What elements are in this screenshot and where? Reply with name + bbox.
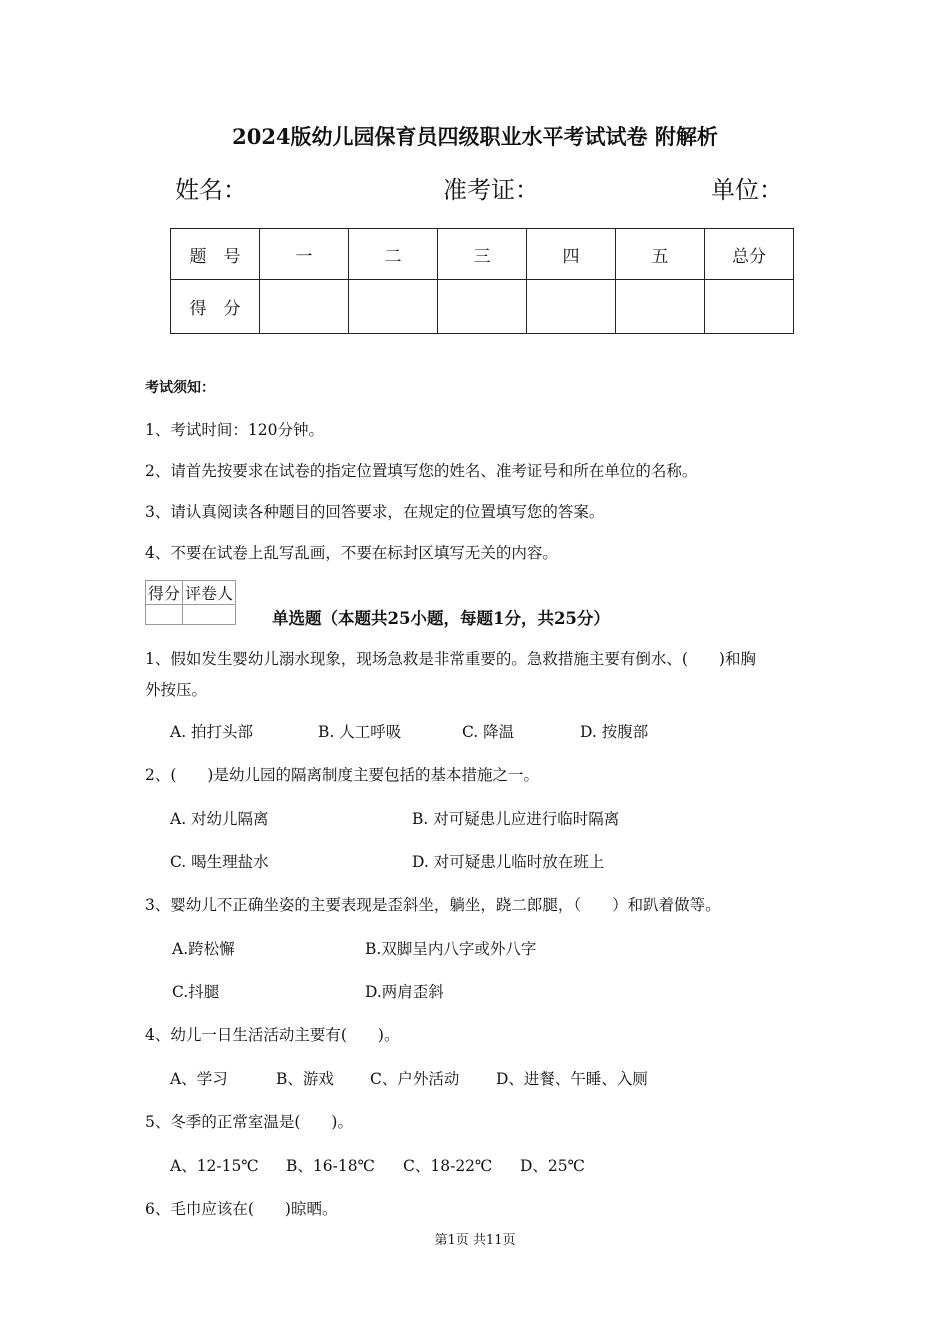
question-6-stem: 6、毛巾应该在( )晾晒。 (145, 1200, 338, 1218)
notice-item-3: 3、请认真阅读各种题目的回答要求，在规定的位置填写您的答案。 (145, 503, 605, 521)
exam-title: 2024版幼儿园保育员四级职业水平考试试卷 附解析 (232, 124, 718, 149)
grader-box-grader-cell[interactable] (183, 605, 236, 625)
grader-box-grader-label: 评卷人 (183, 581, 236, 605)
header-cell-3: 三 (438, 229, 527, 280)
score-table-score-row (171, 280, 794, 334)
question-5-stem: 5、冬季的正常室温是( )。 (145, 1113, 353, 1131)
score-cell-4[interactable] (527, 280, 616, 334)
q3-option-a[interactable]: A.跨松懈 (172, 940, 235, 958)
score-cell-3[interactable] (438, 280, 527, 334)
score-cell-total[interactable] (705, 280, 794, 334)
question-3-stem: 3、婴幼儿不正确坐姿的主要表现是歪斜坐，躺坐，跷二郎腿，（ ）和趴着做等。 (145, 896, 721, 914)
header-cell-total: 总分 (705, 229, 794, 280)
q5-option-a[interactable]: A、12-15℃ (170, 1157, 259, 1175)
score-cell-1[interactable] (260, 280, 349, 334)
q4-option-a[interactable]: A、学习 (170, 1070, 228, 1088)
q2-option-a[interactable]: A. 对幼儿隔离 (170, 810, 269, 828)
score-cell-2[interactable] (349, 280, 438, 334)
header-cell-4: 四 (527, 229, 616, 280)
score-table-header-row (171, 229, 794, 280)
score-row-label: 得 分 (171, 280, 260, 334)
exam-id-field-label: 准考证： (443, 176, 539, 204)
q3-option-c[interactable]: C.抖腿 (172, 983, 220, 1001)
q2-option-b[interactable]: B. 对可疑患儿应进行临时隔离 (412, 810, 620, 828)
score-table (170, 228, 794, 334)
q4-option-d[interactable]: D、进餐、午睡、入厕 (496, 1070, 648, 1088)
header-cell-2: 二 (349, 229, 438, 280)
header-cell-label: 题 号 (171, 229, 260, 280)
section-title: 单选题（本题共25小题，每题1分，共25分） (272, 609, 610, 628)
name-field-label: 姓名： (175, 176, 247, 204)
q1-option-c[interactable]: C. 降温 (462, 723, 515, 741)
q3-option-b[interactable]: B.双脚呈内八字或外八字 (365, 940, 537, 958)
q4-option-b[interactable]: B、游戏 (276, 1070, 334, 1088)
q1-option-a[interactable]: A. 拍打头部 (170, 723, 254, 741)
q2-option-c[interactable]: C. 喝生理盐水 (170, 853, 269, 871)
q5-option-c[interactable]: C、18-22℃ (403, 1157, 493, 1175)
q4-option-c[interactable]: C、户外活动 (370, 1070, 460, 1088)
notice-item-1: 1、考试时间：120分钟。 (145, 421, 324, 439)
notice-item-2: 2、请首先按要求在试卷的指定位置填写您的姓名、准考证号和所在单位的名称。 (145, 462, 698, 480)
q5-option-b[interactable]: B、16-18℃ (286, 1157, 375, 1175)
header-cell-1: 一 (260, 229, 349, 280)
notice-heading: 考试须知： (145, 380, 215, 396)
grader-box (145, 580, 236, 625)
question-1-stem-cont: 外按压。 (145, 681, 208, 699)
score-cell-5[interactable] (616, 280, 705, 334)
q1-option-d[interactable]: D. 按腹部 (580, 723, 649, 741)
q5-option-d[interactable]: D、25℃ (520, 1157, 585, 1175)
grader-box-score-cell[interactable] (146, 605, 183, 625)
page-footer: 第1页 共11页 (434, 1233, 516, 1248)
q3-option-d[interactable]: D.两肩歪斜 (365, 983, 444, 1001)
q1-option-b[interactable]: B. 人工呼吸 (318, 723, 402, 741)
question-4-stem: 4、幼儿一日生活活动主要有( )。 (145, 1026, 400, 1044)
question-1-stem: 1、假如发生婴幼儿溺水现象，现场急救是非常重要的。急救措施主要有倒水、( )和胸 (145, 650, 756, 668)
question-2-stem: 2、( )是幼儿园的隔离制度主要包括的基本措施之一。 (145, 766, 539, 784)
unit-field-label: 单位： (711, 176, 783, 204)
q2-option-d[interactable]: D. 对可疑患儿临时放在班上 (412, 853, 605, 871)
grader-box-score-label: 得分 (146, 581, 183, 605)
header-cell-5: 五 (616, 229, 705, 280)
notice-item-4: 4、不要在试卷上乱写乱画，不要在标封区填写无关的内容。 (145, 544, 558, 562)
